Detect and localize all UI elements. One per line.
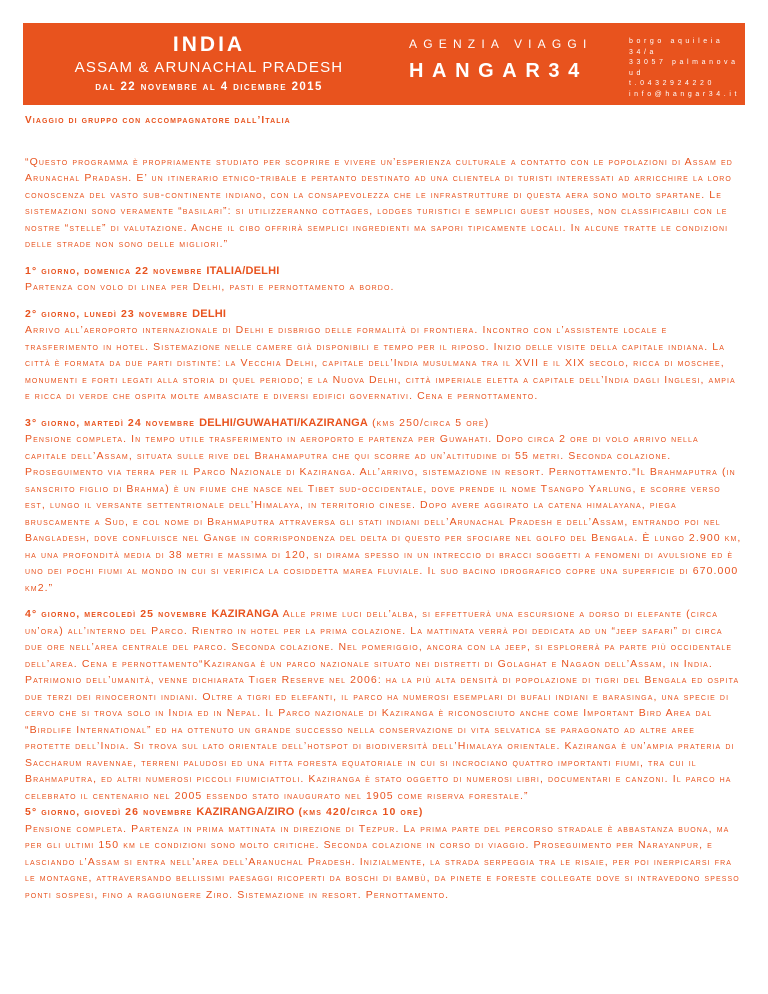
header-dates: dal 22 novembre al 4 dicembre 2015 bbox=[95, 81, 323, 93]
day-text: Pensione completa. Partenza in prima mattinata in direzione di Tezpur. La prima parte del percorso stradale è abbastanza buona, ma per gli ultimi 150 km le condizioni sono molto critiche. Seconda colazione in corso di viaggio. Proseguimento per Narayanpur, e lasciando l’Assam si entra nell’area dell’Aranuchal Pradesh. Inizialmente, la strada serpeggia tra le risaie, per poi inerpicarsi fra le montagne, attraversando bellissimi paesaggi ricoperti da boschi di bambù, da pinete e foreste collegate dove si intravedono spesso ponti sospesi, fino a raggiungere Ziro. Sistemazione in resort. Pernottamento. bbox=[25, 822, 740, 901]
header-subtitle: ASSAM & ARUNACHAL PRADESH bbox=[74, 59, 344, 76]
trip-subtitle: Viaggio di gruppo con accompagnatore dall’Italia bbox=[25, 115, 291, 126]
day-destination: DELHI/GUWAHATI/KAZIRANGA bbox=[199, 416, 369, 429]
day-3 bbox=[25, 415, 743, 597]
day-destination: KAZIRANGA bbox=[211, 608, 280, 620]
day-text: Pensione completa. In tempo utile trasferimento in aeroporto e partenza per Guwahati. Dopo circa 2 ore di volo arrivo nella capitale dell’Assam, situata sulle rive del Brahamaputra che qui scorre ad un’altitudine di 55 metri. Seconda colazione. Proseguimento via terra per il Parco Nazionale di Kaziranga. All’arrivo, sistemazione in resort. Pernottamento.“Il Brahmaputra (in sanscrito figlio di Brahma) è un fiume che nasce nel Tibet sud-occidentale, dove prende il nome Tsangpo Yarlung, e scorre verso est, lungo il versante settentrionale dell’Himalaya, in territorio cinese. Dopo avere aggirato la catena himalayana, piega bruscamente a Sud, e col nome di Brahmaputra attraversa gli stati indiani dell’Arunachal Pradesh e dell’Assam, entrando poi nel Bangladesh, dove confluisce nel Gange in corrispondenza del delta di questo per sfociare nel golfo del Bengala. È lungo 2.900 km, ha una profondità media di 38 metri e massima di 120, si dirama spesso in un intreccio di bracci soggetti a fenomeni di avulsione ed è uno dei pochi fiumi al mondo in cui si verifica la cosiddetta marea fluviale. Il suo bacino idrografico copre una superficie di 670.000 km2.” bbox=[25, 433, 742, 594]
agency-contacts bbox=[629, 37, 745, 100]
address-line-1: borgo aquileia 34/a bbox=[629, 38, 724, 56]
day-5 bbox=[25, 804, 743, 903]
day-heading: 4° giorno, mercoledì 25 novembre bbox=[25, 608, 208, 620]
day-text: Arrivo all’aeroporto internazionale di Delhi e disbrigo delle formalità di frontiera. Incontro con l’assistente locale e trasferimento in hotel. Sistemazione nelle camere già disponibili e tempo per il riposo. Inizio delle visite della capitale indiana. La città è formata da due parti distinte: la Vecchia Delhi, capitale dell’India musulmana tra il XVII e il XIX secolo, ricca di moschee, monumenti e forti legati alla storia di quel periodo; e la Nuova Delhi, città imperiale eletta a capitale dell’India dagli Inglesi, ampia e ricca di verde che ospita molte ambasciate e diversi edifici governativi. Cena e pernottamento. bbox=[25, 324, 736, 402]
day-heading: 2° giorno, lunedì 23 novembre bbox=[25, 307, 189, 320]
day-heading: 1° giorno, domenica 22 novembre bbox=[25, 264, 203, 277]
header-title: INDIA bbox=[172, 33, 246, 56]
agency-brand: HANGAR34 bbox=[409, 60, 588, 82]
intro-paragraph: “Questo programma è propriamente studiato per scoprire e vivere un’esperienza culturale a contatto con le popolazioni di Assam ed Arunachal Pradash. E’ un itinerario etnico-tribale e pertanto destinato ad una clientela di turisti interessati ad arricchire la loro conoscenza del vasto sub-continente indiano, con la consapevolezza che le infrastrutture di questa aera sono molto spartane. Le sistemazioni sono veramente “basilari”: si utilizzeranno cottages, lodges turistici e semplici guest houses, non classificabili con le nostre “stelle” di valutazione. Anche il cibo offrirà semplici ingredienti ma sapori tipicamente locali. In alcune tratte le condizioni delle strade non sono delle migliori.” bbox=[25, 155, 733, 250]
day-2 bbox=[25, 306, 743, 405]
day-destination: ITALIA/DELHI bbox=[206, 264, 280, 277]
document-body bbox=[25, 113, 743, 903]
day-route-info: (kms 420/circa 10 ore) bbox=[294, 806, 424, 818]
day-1 bbox=[25, 263, 743, 296]
day-route-info: (kms 250/circa 5 ore) bbox=[368, 416, 490, 429]
header-banner bbox=[23, 23, 745, 105]
day-heading: 3° giorno, martedì 24 novembre bbox=[25, 416, 196, 429]
day-destination: KAZIRANGA/ZIRO bbox=[196, 806, 295, 818]
email-address[interactable]: info@hangar34.it bbox=[629, 90, 741, 98]
day-destination: DELHI bbox=[192, 307, 227, 320]
day-4 bbox=[25, 606, 743, 804]
day-text: Partenza con volo di linea per Delhi, pasti e pernottamento a bordo. bbox=[25, 281, 395, 293]
agency-label: AGENZIA VIAGGI bbox=[409, 37, 593, 51]
address-line-2: 33057 palmanova ud bbox=[629, 59, 739, 77]
header-trip-block bbox=[23, 23, 395, 105]
agency-block bbox=[409, 37, 593, 83]
phone-number: t.0432924220 bbox=[629, 80, 716, 87]
day-heading: 5° giorno, giovedì 26 novembre bbox=[25, 806, 193, 818]
day-inline-text: Alle prime luci dell’alba, si effettuerà una escursione a dorso di elefante (circa un’ora) all’interno del Parco. Rientro in hotel per la prima colazione. La mattinata verrà poi dedicata ad un “jeep safari” di circa due ore nell’area centrale del parco. Seconda colazione. Nel pomeriggio, ancora con la jeep, si esplorerà pa parte più occidentale dell’area. Cena e pernottamento“Kaziranga è un parco nazionale situato nei distretti di Golaghat e Nagaon dell’Assam, in India. Patrimonio dell’umanità, venne dichiarata Tiger Reserve nel 2006: ha la più alta densità di popolazione di tigri del Bengala ed ospita due terzi dei rinoceronti indiani. Oltre a tigri ed elefanti, il parco ha numerosi esemplari di bufali indiani e barasinga, una specie di cervo che si trova solo in India ed in Nepal. Il Parco nazionale di Kaziranga è riconosciuto anche come Important Bird Area dal “Birdlife International” ed ha ottenuto un grande successo nella conservazione di vita selvatica se paragonato ad altre aree protette dell’India. Si trova sul lato orientale dell’hotspot di biodiversità dell’Himalaya orientale. Kaziranga è un’ampia prateria di Saccharum ravennae, terreni paludosi ed una fitta foresta equatoriale in cui si incrociano quattro importanti fiumi, tra cui il Brahmaputra, ed altri numerosi piccoli fiumiciattoli. Kaziranga è stato oggetto di numerosi libri, documentari e canzoni. Il parco ha celebrato il centenario nel 2005 essendo stato inaugurato nel 1905 come riserva forestale.” bbox=[25, 608, 740, 802]
